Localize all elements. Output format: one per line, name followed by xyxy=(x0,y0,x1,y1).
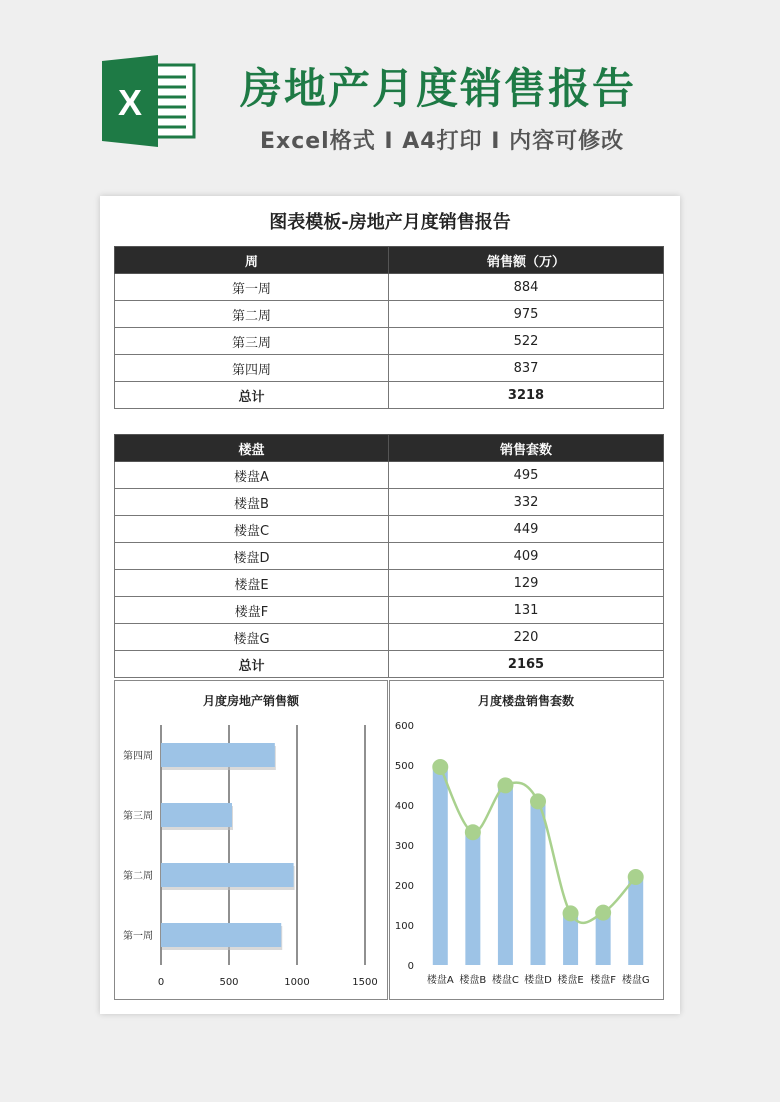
table-cell: 第一周 xyxy=(115,274,389,301)
column-header: 楼盘 xyxy=(115,435,389,462)
table-cell: 楼盘B xyxy=(115,489,389,516)
x-tick-label: 1000 xyxy=(284,977,310,988)
x-tick-label: 楼盘D xyxy=(524,975,552,986)
total-row xyxy=(115,651,664,678)
excel-icon-letter: X xyxy=(117,82,143,123)
table-cell: 131 xyxy=(389,597,664,624)
table-cell: 第四周 xyxy=(115,355,389,382)
total-value: 3218 xyxy=(389,382,664,409)
column-header: 销售额（万） xyxy=(389,247,664,274)
data-point xyxy=(497,777,513,793)
table-cell: 楼盘D xyxy=(115,543,389,570)
table-cell: 220 xyxy=(389,624,664,651)
x-tick-label: 楼盘G xyxy=(621,975,650,986)
table-cell: 522 xyxy=(389,328,664,355)
data-point xyxy=(432,759,448,775)
x-tick-label: 1500 xyxy=(352,977,378,988)
x-tick-label: 500 xyxy=(219,977,239,988)
total-label: 总计 xyxy=(115,651,389,678)
table-cell: 第三周 xyxy=(115,328,389,355)
y-tick-label: 第一周 xyxy=(123,931,153,942)
table-row xyxy=(115,301,664,328)
weekly-sales-chart xyxy=(114,680,388,1000)
data-point xyxy=(465,824,481,840)
y-tick-label: 600 xyxy=(394,721,414,732)
table-cell: 楼盘E xyxy=(115,570,389,597)
table-cell: 332 xyxy=(389,489,664,516)
page-header xyxy=(0,0,780,190)
table-row xyxy=(115,462,664,489)
table-cell: 837 xyxy=(389,355,664,382)
table-cell: 884 xyxy=(389,274,664,301)
y-tick-label: 0 xyxy=(407,961,414,972)
report-sheet xyxy=(100,196,680,1014)
table-cell: 第二周 xyxy=(115,301,389,328)
x-tick-label: 楼盘E xyxy=(557,975,584,986)
x-tick-label: 楼盘F xyxy=(590,975,617,986)
x-tick-label: 楼盘A xyxy=(426,975,454,986)
bar xyxy=(628,877,643,965)
main-title: 房地产月度销售报告 xyxy=(240,64,637,113)
table-row xyxy=(115,489,664,516)
y-tick-label: 第二周 xyxy=(123,871,153,882)
table-row xyxy=(115,516,664,543)
total-value: 2165 xyxy=(389,651,664,678)
y-tick-label: 100 xyxy=(394,921,414,932)
weekly-sales-chart-svg xyxy=(115,681,387,999)
y-tick-label: 400 xyxy=(394,801,414,812)
data-point xyxy=(530,793,546,809)
table-cell: 449 xyxy=(389,516,664,543)
bar xyxy=(161,743,275,767)
weekly-sales-table xyxy=(114,246,664,409)
column-header: 销售套数 xyxy=(389,435,664,462)
chart-title: 月度楼盘销售套数 xyxy=(477,694,575,708)
bar xyxy=(465,832,480,965)
column-header: 周 xyxy=(115,247,389,274)
table-row xyxy=(115,274,664,301)
total-label: 总计 xyxy=(115,382,389,409)
total-row xyxy=(115,382,664,409)
table-header-row xyxy=(115,247,664,274)
property-sales-table xyxy=(114,434,664,678)
bar xyxy=(433,767,448,965)
bar xyxy=(161,863,294,887)
x-tick-label: 0 xyxy=(157,977,165,988)
table-header-row xyxy=(115,435,664,462)
excel-icon xyxy=(102,55,198,147)
x-tick-label: 楼盘B xyxy=(459,975,487,986)
table-row xyxy=(115,355,664,382)
table-row xyxy=(115,570,664,597)
table-cell: 楼盘A xyxy=(115,462,389,489)
data-point xyxy=(563,905,579,921)
table-cell: 129 xyxy=(389,570,664,597)
y-tick-label: 300 xyxy=(394,841,414,852)
table-cell: 楼盘C xyxy=(115,516,389,543)
bar xyxy=(498,785,513,965)
bar xyxy=(161,923,281,947)
y-tick-label: 200 xyxy=(394,881,414,892)
table-cell: 楼盘F xyxy=(115,597,389,624)
table-cell: 楼盘G xyxy=(115,624,389,651)
data-point xyxy=(595,905,611,921)
property-sales-chart xyxy=(389,680,664,1000)
property-sales-chart-svg xyxy=(390,681,663,999)
chart-title: 月度房地产销售额 xyxy=(202,694,300,708)
table-row xyxy=(115,328,664,355)
x-tick-label: 楼盘C xyxy=(491,975,519,986)
table-row xyxy=(115,624,664,651)
table-cell: 409 xyxy=(389,543,664,570)
y-tick-label: 第三周 xyxy=(123,811,153,822)
table-row xyxy=(115,597,664,624)
y-tick-label: 第四周 xyxy=(123,751,153,762)
sub-title: Excel格式 Ⅰ A4打印 Ⅰ 内容可修改 xyxy=(260,129,625,154)
data-point xyxy=(628,869,644,885)
table-cell: 975 xyxy=(389,301,664,328)
sheet-title: 图表模板-房地产月度销售报告 xyxy=(269,212,511,233)
y-tick-label: 500 xyxy=(394,761,414,772)
bar xyxy=(531,801,546,965)
table-cell: 495 xyxy=(389,462,664,489)
bar xyxy=(161,803,232,827)
table-row xyxy=(115,543,664,570)
